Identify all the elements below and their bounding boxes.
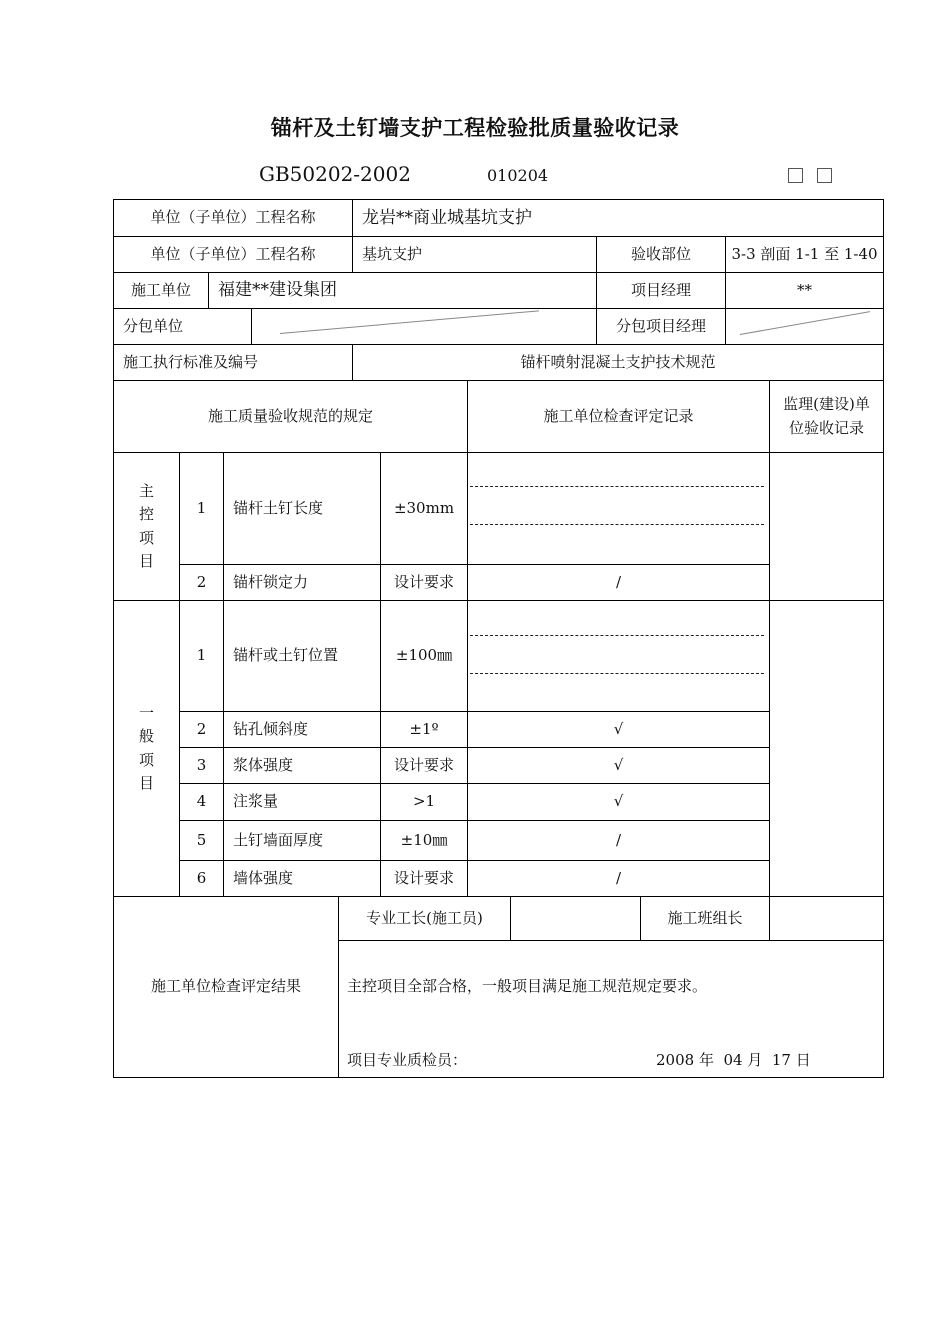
sub-project-label: 单位（子单位）工程名称 [113,236,353,273]
unit-project-label: 单位（子单位）工程名称 [113,199,353,237]
result-label: 施工单位检查评定结果 [113,896,339,1078]
foreman-value [510,896,641,941]
project-manager-value: ** [725,272,884,309]
main-row-2-result: / [467,564,770,601]
foreman-label: 专业工长(施工员) [338,896,511,941]
acceptance-part-label: 验收部位 [596,236,726,273]
contractor-label: 施工单位 [113,272,209,309]
acceptance-part-value: 3-3 剖面 1-1 至 1-40 [725,236,884,273]
record-blank-line [470,673,764,674]
main-supervisor-record [769,452,884,601]
inspector-label: 项目专业质检员： [347,1051,468,1069]
main-row-1-result [467,452,770,565]
general-row-3-req: 设计要求 [380,747,468,784]
general-row-6-result: / [467,860,770,897]
exec-standard-value: 锚杆喷射混凝土支护技术规范 [352,344,884,381]
checkbox-1[interactable] [788,168,803,183]
supervisor-header: 监理(建设)单 位验收记录 [769,380,884,453]
general-row-5-no: 5 [179,820,224,861]
project-manager-label: 项目经理 [596,272,726,309]
main-row-2-name: 锚杆锁定力 [223,564,381,601]
general-row-2-result: √ [467,711,770,748]
general-row-3-name: 浆体强度 [223,747,381,784]
sub-pm-label: 分包项目经理 [596,308,726,345]
main-items-group-label: 主 控 项 目 [113,452,180,601]
main-row-2-req: 设计要求 [380,564,468,601]
exec-standard-label: 施工执行标准及编号 [113,344,353,381]
general-row-1-result [467,600,770,712]
general-row-3-result: √ [467,747,770,784]
general-row-5-req: ±10㎜ [380,820,468,861]
unit-project-value: 龙岩**商业城基坑支护 [352,199,884,237]
general-row-4-result: √ [467,783,770,821]
record-header: 施工单位检查评定记录 [467,380,770,453]
general-row-6-no: 6 [179,860,224,897]
general-row-6-name: 墙体强度 [223,860,381,897]
general-supervisor-record [769,600,884,897]
general-row-4-no: 4 [179,783,224,821]
main-row-1-no: 1 [179,452,224,565]
general-row-2-req: ±1º [380,711,468,748]
general-items-group-label: 一 般 项 目 [113,600,180,897]
general-row-4-name: 注浆量 [223,783,381,821]
general-row-1-req: ±100㎜ [380,600,468,712]
conclusion-text: 主控项目全部合格，一般项目满足施工规范规定要求。 [347,977,708,995]
record-blank-line [470,486,764,487]
page-title: 锚杆及土钉墙支护工程检验批质量验收记录 [270,115,680,140]
general-row-1-no: 1 [179,600,224,712]
general-row-5-name: 土钉墙面厚度 [223,820,381,861]
general-row-5-result: / [467,820,770,861]
subcontractor-value [251,308,597,345]
record-blank-line [470,635,764,636]
general-row-2-no: 2 [179,711,224,748]
spec-header: 施工质量验收规范的规定 [113,380,468,453]
main-row-2-no: 2 [179,564,224,601]
team-leader-value [769,896,884,941]
general-row-2-name: 钻孔倾斜度 [223,711,381,748]
subcontractor-label: 分包单位 [113,308,252,345]
inspection-date: 2008 年 04 月 17 日 [656,1051,811,1069]
general-row-6-req: 设计要求 [380,860,468,897]
sub-project-value: 基坑支护 [352,236,597,273]
team-leader-label: 施工班组长 [640,896,770,941]
main-row-1-name: 锚杆土钉长度 [223,452,381,565]
record-blank-line [470,524,764,525]
main-row-1-req: ±30mm [380,452,468,565]
standard-number: GB50202-2002 [259,162,411,186]
checkbox-2[interactable] [817,168,832,183]
general-row-4-req: >1 [380,783,468,821]
contractor-value: 福建**建设集团 [208,272,597,309]
form-code: 010204 [487,166,549,185]
general-row-3-no: 3 [179,747,224,784]
general-row-1-name: 锚杆或土钉位置 [223,600,381,712]
